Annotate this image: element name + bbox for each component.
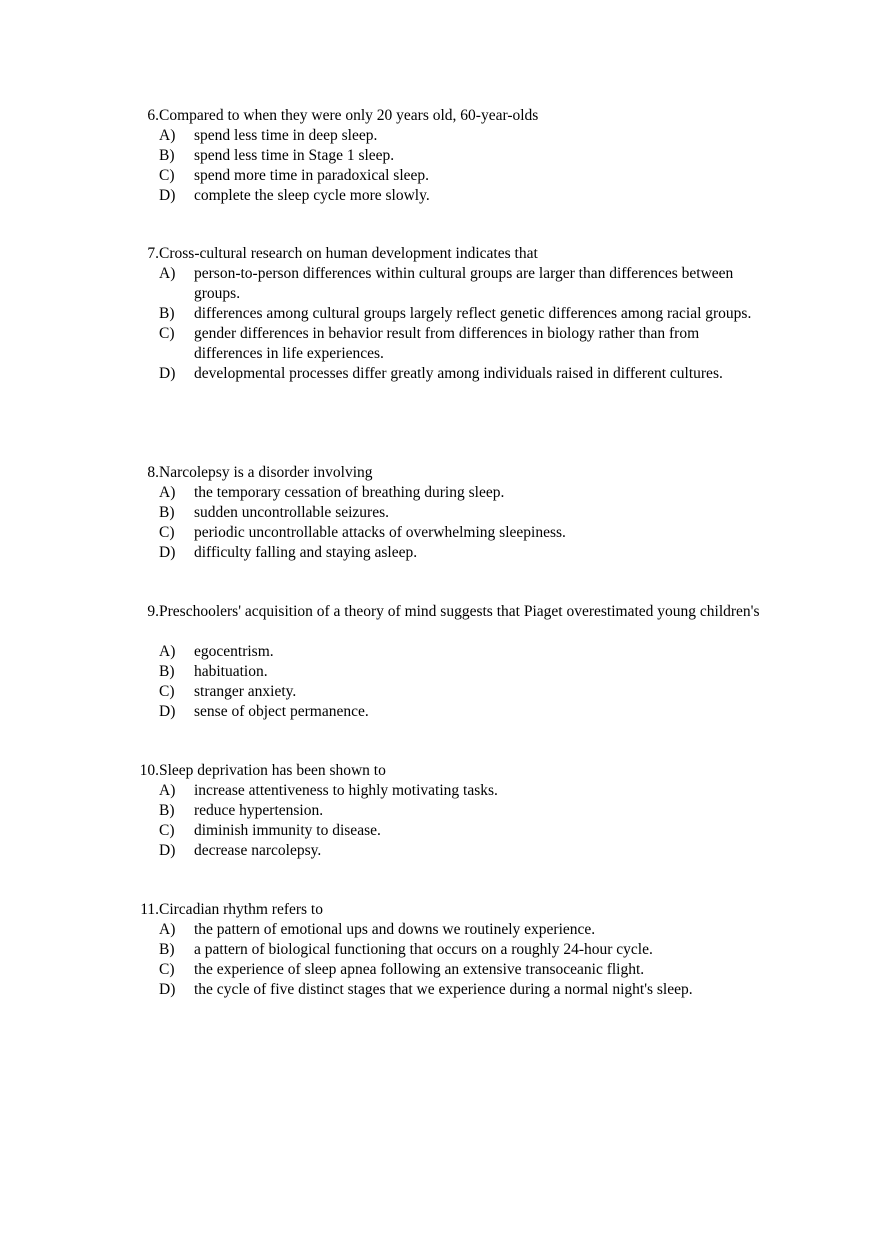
option-text: complete the sleep cycle more slowly. <box>194 187 430 204</box>
option-letter: A) <box>159 127 176 144</box>
option-letter: A) <box>159 782 176 799</box>
option-c <box>0 166 880 186</box>
option-text: the cycle of five distinct stages that we experience during a normal night's sleep. <box>194 981 693 998</box>
option-list <box>0 642 880 722</box>
option-text: gender differences in behavior result from differences in biology rather than from differences in life experiences. <box>194 325 700 362</box>
option-d <box>0 364 880 384</box>
option-letter: D) <box>159 703 176 720</box>
option-text: spend less time in deep sleep. <box>194 127 378 144</box>
option-a <box>0 642 880 662</box>
option-d <box>0 186 880 206</box>
option-text: developmental processes differ greatly among individuals raised in different cultures. <box>194 365 723 382</box>
option-text: stranger anxiety. <box>194 683 297 700</box>
option-text: sudden uncontrollable seizures. <box>194 504 389 521</box>
option-c <box>0 960 880 980</box>
option-letter: D) <box>159 365 176 382</box>
question-8 <box>0 463 880 563</box>
option-d <box>0 702 880 722</box>
option-d <box>0 841 880 861</box>
option-a <box>0 264 880 304</box>
question-number: 8. <box>147 464 159 481</box>
option-b <box>0 801 880 821</box>
option-letter: D) <box>159 187 176 204</box>
option-list <box>0 126 880 206</box>
option-b <box>0 146 880 166</box>
option-c <box>0 324 880 364</box>
option-letter: B) <box>159 802 175 819</box>
question-stem: Sleep deprivation has been shown to <box>159 762 386 779</box>
question-number: 9. <box>147 603 159 620</box>
option-list <box>0 920 880 1000</box>
question-11 <box>0 900 880 1000</box>
option-letter: A) <box>159 265 176 282</box>
option-letter: C) <box>159 325 175 342</box>
question-number: 6. <box>147 107 159 124</box>
option-letter: C) <box>159 961 175 978</box>
option-text: reduce hypertension. <box>194 802 324 819</box>
option-letter: B) <box>159 663 175 680</box>
option-text: the experience of sleep apnea following an extensive transoceanic flight. <box>194 961 645 978</box>
option-c <box>0 821 880 841</box>
option-letter: D) <box>159 842 176 859</box>
question-6 <box>0 106 880 206</box>
option-letter: B) <box>159 941 175 958</box>
option-letter: C) <box>159 167 175 184</box>
option-text: sense of object permanence. <box>194 703 369 720</box>
option-list <box>0 264 880 384</box>
option-text: difficulty falling and staying asleep. <box>194 544 418 561</box>
option-d <box>0 543 880 563</box>
option-letter: A) <box>159 643 176 660</box>
option-text: decrease narcolepsy. <box>194 842 322 859</box>
option-text: spend more time in paradoxical sleep. <box>194 167 430 184</box>
question-number: 11. <box>140 901 159 918</box>
option-b <box>0 662 880 682</box>
question-number: 7. <box>147 245 159 262</box>
option-text: the temporary cessation of breathing during sleep. <box>194 484 505 501</box>
question-stem: Compared to when they were only 20 years old, 60-year-olds <box>159 107 539 124</box>
question-stem: Circadian rhythm refers to <box>159 901 323 918</box>
option-text: differences among cultural groups largely reflect genetic differences among racial groups. <box>194 305 752 322</box>
option-d <box>0 980 880 1000</box>
option-text: periodic uncontrollable attacks of overwhelming sleepiness. <box>194 524 566 541</box>
option-b <box>0 940 880 960</box>
option-text: habituation. <box>194 663 268 680</box>
option-text: increase attentiveness to highly motivating tasks. <box>194 782 498 799</box>
option-letter: A) <box>159 484 176 501</box>
option-letter: D) <box>159 981 176 998</box>
option-letter: C) <box>159 524 175 541</box>
option-list <box>0 781 880 861</box>
question-stem: Narcolepsy is a disorder involving <box>159 464 373 481</box>
option-c <box>0 682 880 702</box>
option-letter: B) <box>159 504 175 521</box>
option-letter: C) <box>159 683 175 700</box>
option-letter: D) <box>159 544 176 561</box>
option-letter: B) <box>159 147 175 164</box>
option-letter: B) <box>159 305 175 322</box>
option-text: person-to-person differences within cultural groups are larger than differences between groups. <box>194 265 734 302</box>
question-10 <box>0 761 880 861</box>
option-list <box>0 483 880 563</box>
question-number: 10. <box>139 762 159 779</box>
question-7 <box>0 244 880 384</box>
option-c <box>0 523 880 543</box>
option-text: a pattern of biological functioning that occurs on a roughly 24-hour cycle. <box>194 941 653 958</box>
question-stem: Preschoolers' acquisition of a theory of mind suggests that Piaget overestimated young children's <box>159 603 760 620</box>
option-letter: A) <box>159 921 176 938</box>
question-9 <box>0 602 880 722</box>
option-b <box>0 503 880 523</box>
option-text: spend less time in Stage 1 sleep. <box>194 147 395 164</box>
option-text: the pattern of emotional ups and downs we routinely experience. <box>194 921 596 938</box>
option-a <box>0 126 880 146</box>
option-a <box>0 920 880 940</box>
option-b <box>0 304 880 324</box>
option-a <box>0 483 880 503</box>
option-letter: C) <box>159 822 175 839</box>
option-a <box>0 781 880 801</box>
option-text: diminish immunity to disease. <box>194 822 381 839</box>
option-text: egocentrism. <box>194 643 274 660</box>
question-stem: Cross-cultural research on human development indicates that <box>159 245 538 262</box>
